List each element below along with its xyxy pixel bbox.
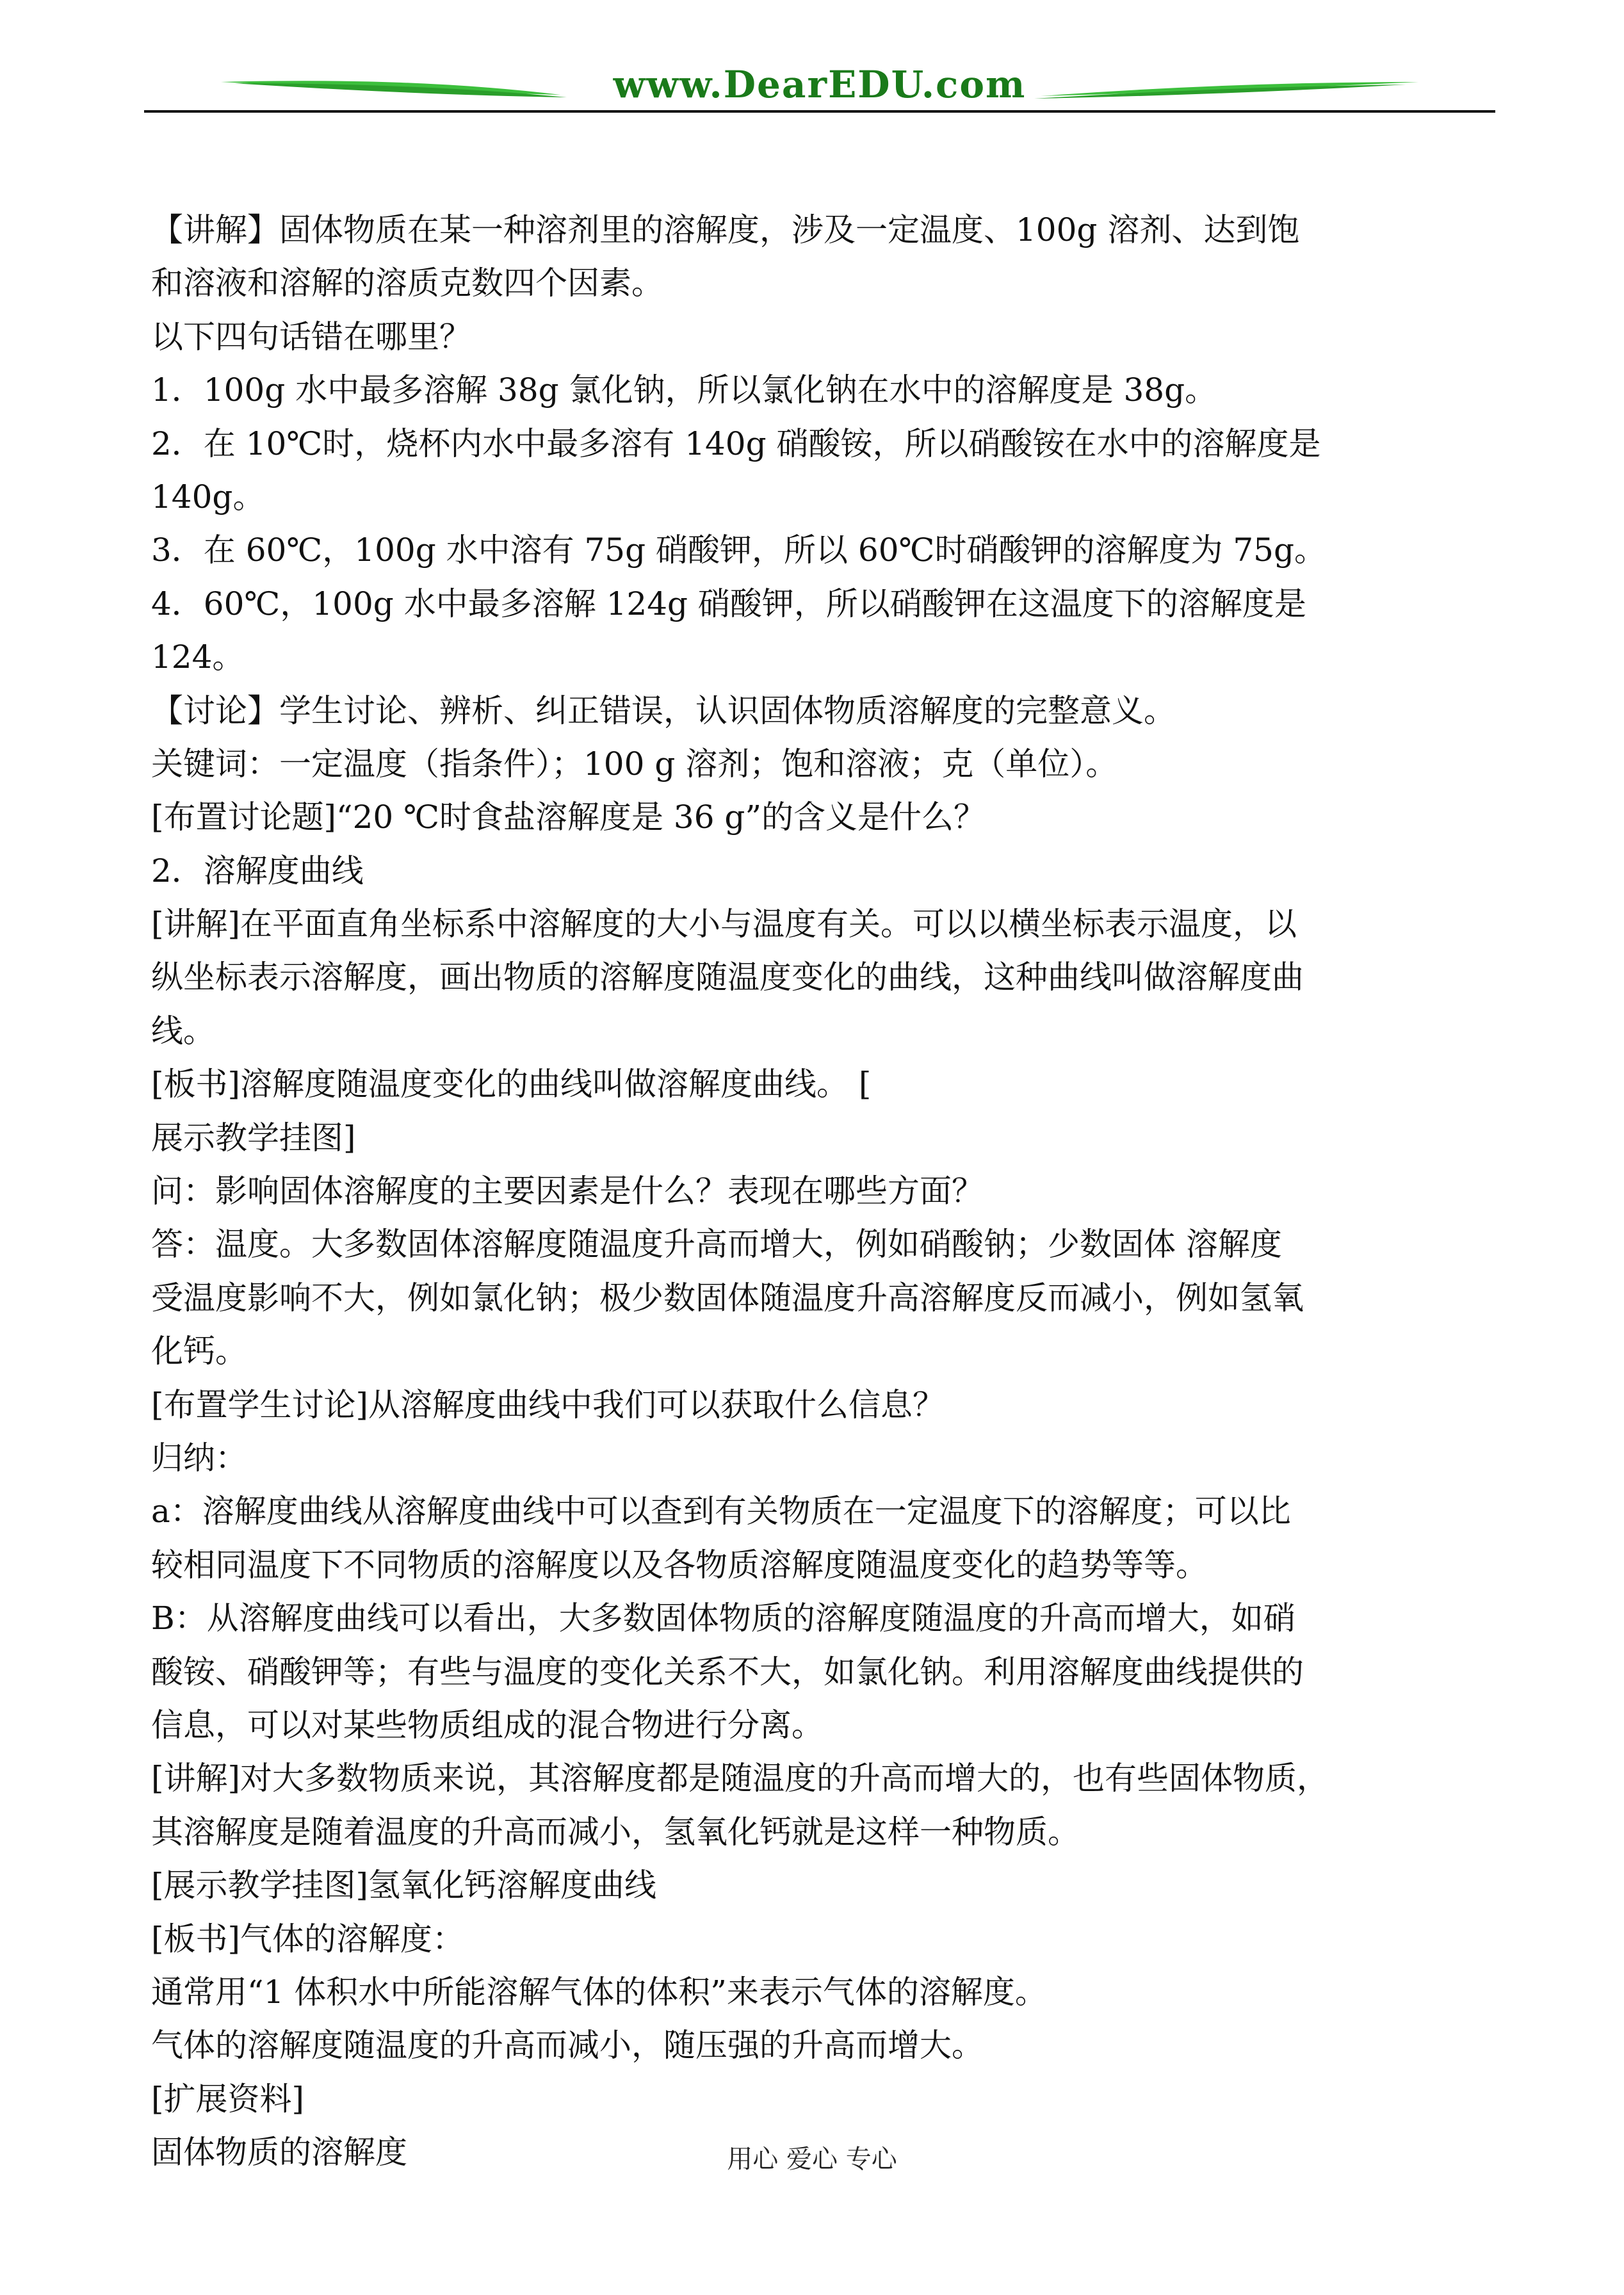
text-line: 124。 [151, 638, 245, 676]
text-line: 受温度影响不大，例如氯化钠；极少数固体随温度升高溶解度反而减小，例如氢氧 [151, 1279, 1304, 1317]
text-line: 问：影响固体溶解度的主要因素是什么？表现在哪些方面？ [151, 1172, 984, 1210]
text-line: [板书]气体的溶解度： [151, 1920, 465, 1958]
text-line: 4．60℃，100g 水中最多溶解 124g 硝酸钾，所以硝酸钾在这温度下的溶解度是 [151, 585, 1306, 622]
text-line: [扩展资料] [151, 2080, 305, 2118]
text-line: B：从溶解度曲线可以看出，大多数固体物质的溶解度随温度的升高而增大，如硝 [151, 1600, 1295, 1637]
text-line: 【讨论】学生讨论、辨析、纠正错误，认识固体物质溶解度的完整意义。 [151, 692, 1176, 729]
text-line: [布置讨论题]“20 ℃时食盐溶解度是 36 g”的含义是什么？ [151, 799, 986, 836]
text-line: 3．在 60℃，100g 水中溶有 75g 硝酸钾，所以 60℃时硝酸钾的溶解度为 75g。 [151, 531, 1326, 569]
text-line: 较相同温度下不同物质的溶解度以及各物质溶解度随温度变化的趋势等等。 [151, 1546, 1208, 1584]
text-line: 关键词：一定温度（指条件）；100 g 溶剂；饱和溶液；克（单位）。 [151, 745, 1118, 783]
text-line: [展示教学挂图]氢氧化钙溶解度曲线 [151, 1867, 657, 1904]
page-header [144, 58, 1495, 122]
text-line: 和溶液和溶解的溶质克数四个因素。 [151, 264, 663, 302]
text-line: [讲解]对大多数物质来说，其溶解度都是随温度的升高而增大的，也有些固体物质， [151, 1760, 1329, 1797]
text-line: a：溶解度曲线从溶解度曲线中可以查到有关物质在一定温度下的溶解度；可以比 [151, 1493, 1291, 1530]
text-line: 2．溶解度曲线 [151, 852, 364, 889]
text-line: 纵坐标表示溶解度，画出物质的溶解度随温度变化的曲线，这种曲线叫做溶解度曲 [151, 959, 1304, 996]
page-footer: 用心 爱心 专心 [727, 2145, 897, 2174]
text-line: [讲解]在平面直角坐标系中溶解度的大小与温度有关。可以以横坐标表示温度，以 [151, 905, 1297, 943]
text-line: 其溶解度是随着温度的升高而减小，氢氧化钙就是这样一种物质。 [151, 1813, 1080, 1851]
text-line: 以下四句话错在哪里？ [151, 318, 471, 355]
text-line: 固体物质的溶解度 [151, 2134, 407, 2171]
text-line: 【讲解】固体物质在某一种溶剂里的溶解度，涉及一定温度、100g 溶剂、达到饱 [151, 211, 1300, 248]
text-line: 酸铵、硝酸钾等；有些与温度的变化关系不大，如氯化钠。利用溶解度曲线提供的 [151, 1653, 1304, 1691]
text-line: 1．100g 水中最多溶解 38g 氯化钠，所以氯化钠在水中的溶解度是 38g。 [151, 371, 1217, 409]
text-line: 140g。 [151, 478, 265, 515]
text-line: 信息，可以对某些物质组成的混合物进行分离。 [151, 1706, 824, 1744]
text-line: 线。 [151, 1012, 215, 1050]
text-line: 归纳： [151, 1439, 247, 1477]
site-logo-text: www.DearEDU.com [613, 63, 1027, 106]
text-line: 2．在 10℃时，烧杯内水中最多溶有 140g 硝酸铵，所以硝酸铵在水中的溶解度是 [151, 425, 1321, 462]
document-body [151, 204, 1490, 2179]
text-line: 化钙。 [151, 1333, 247, 1370]
text-line: [布置学生讨论]从溶解度曲线中我们可以获取什么信息？ [151, 1386, 945, 1423]
text-line: 通常用“1 体积水中所能溶解气体的体积”来表示气体的溶解度。 [151, 1973, 1047, 2011]
text-line: [板书]溶解度随温度变化的曲线叫做溶解度曲线。 [ [151, 1066, 872, 1103]
text-line: 答：温度。大多数固体溶解度随温度升高而增大，例如硝酸钠；少数固体 溶解度 [151, 1226, 1282, 1263]
text-line: 展示教学挂图] [151, 1119, 356, 1156]
text-line: 气体的溶解度随温度的升高而减小，随压强的升高而增大。 [151, 2027, 984, 2064]
